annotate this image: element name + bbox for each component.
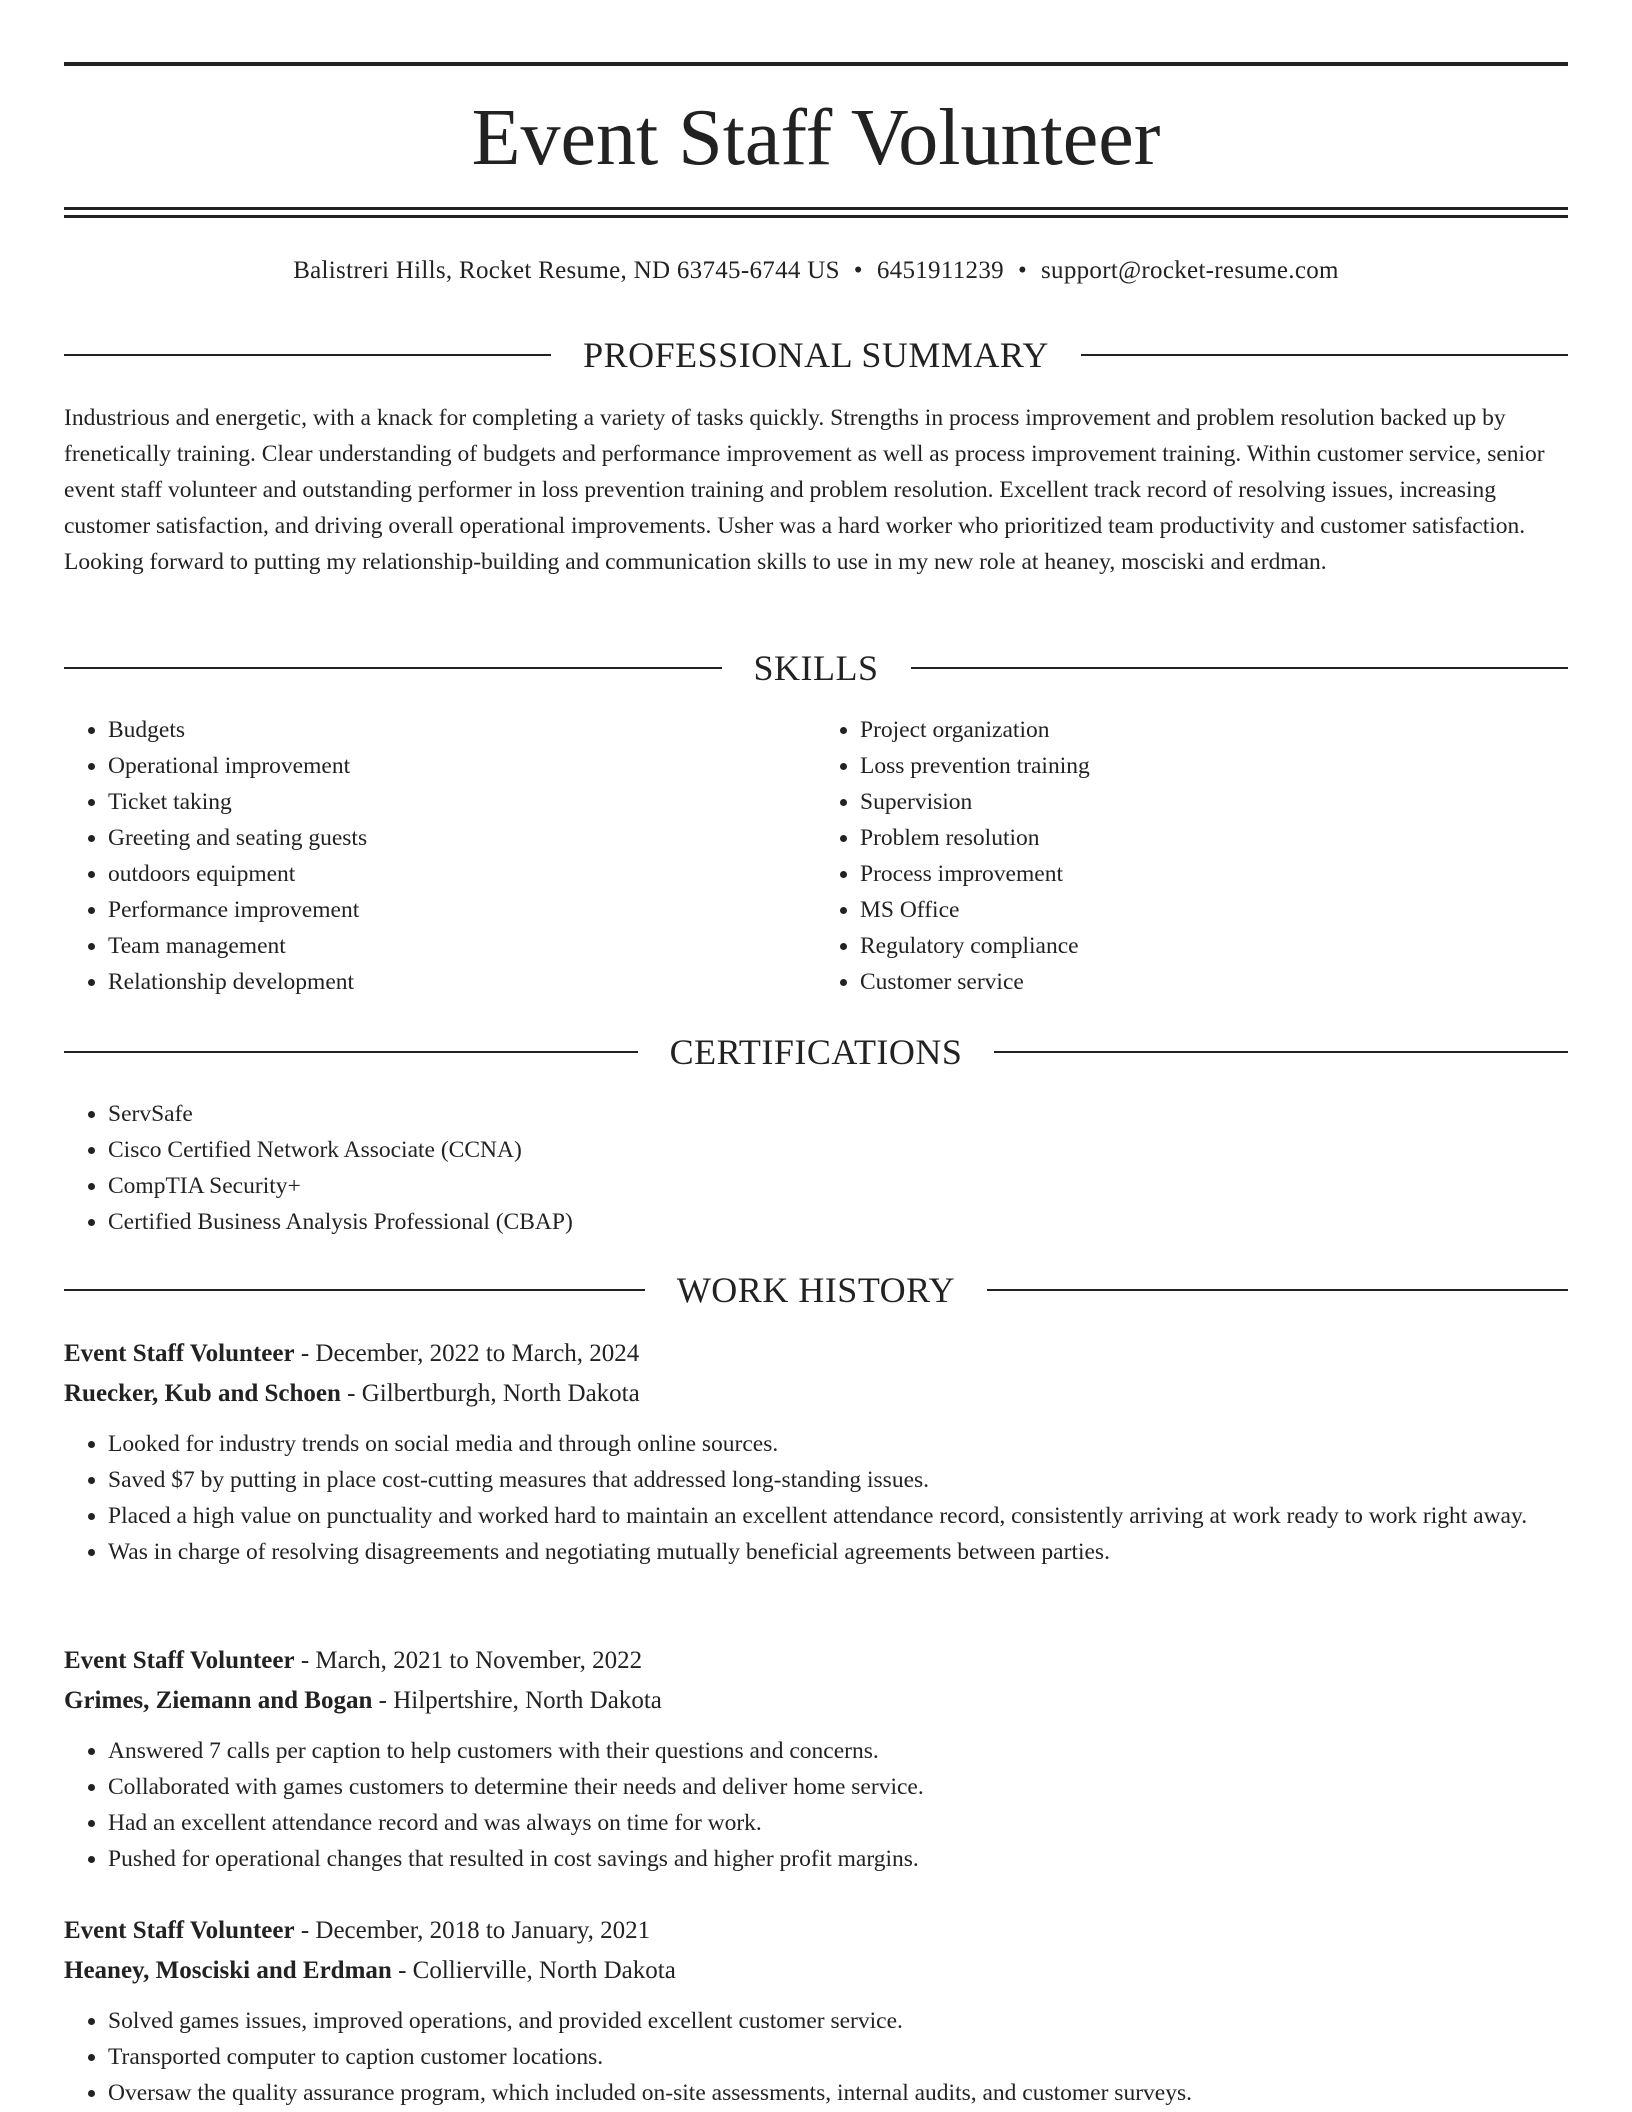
job-duties-list [64,2003,1568,2111]
job-location: - Hilpertshire, North Dakota [372,1687,662,1714]
header-bottom-rule-inner [64,215,1568,218]
job-duty: • Transported computer to caption customer locations. [108,2039,1568,2075]
skills-grid [64,712,1568,1000]
skill-item: • Relationship development [108,964,816,1000]
job-entry [64,1911,1568,2111]
job-entry [64,1334,1568,1570]
skill-item: • MS Office [860,892,1568,928]
skill-item: • outdoors equipment [108,856,816,892]
section-title: WORK HISTORY [676,1270,956,1310]
skill-item: • Budgets [108,712,816,748]
heading-rule [64,1051,638,1053]
section-title: PROFESSIONAL SUMMARY [583,335,1049,375]
skill-item: • Ticket taking [108,784,816,820]
job-duty: • Solved games issues, improved operations, and provided excellent customer service. [108,2003,1568,2039]
section-heading-certifications [64,1030,1568,1074]
contact-phone: 6451911239 [876,257,1004,284]
job-company-line [64,1681,1568,1721]
contact-address: Balistreri Hills, Rocket Resume, ND 63745-6744 US [293,257,840,284]
skill-item: • Operational improvement [108,748,816,784]
job-company: Ruecker, Kub and Schoen [64,1380,341,1407]
summary-text: Industrious and energetic, with a knack for completing a variety of tasks quickly. Strengths in process improvement and problem resolution backed up by frenetically training. Clear understanding of budgets and performance improvement as well as process improvement training. Within customer service, senior event staff volunteer and outstanding performer in loss prevention training and problem resolution. Excellent track record of resolving issues, increasing customer satisfaction, and driving overall operational improvements. Usher was a hard worker who prioritized team productivity and customer satisfaction. Looking forward to putting my relationship-building and communication skills to use in my new role at heaney, mosciski and erdman. [64,405,1545,575]
skill-item: • Supervision [860,784,1568,820]
skill-item: • Regulatory compliance [860,928,1568,964]
heading-rule [994,1051,1568,1053]
section-heading-summary [64,333,1568,377]
certifications-list [64,1096,1568,1240]
contact-separator: • [853,257,863,284]
heading-rule [1081,354,1568,356]
job-company: Grimes, Ziemann and Bogan [64,1687,373,1714]
job-company: Heaney, Mosciski and Erdman [64,1957,392,1984]
job-duty: • Pushed for operational changes that resulted in cost savings and higher profit margins. [108,1841,1568,1877]
section-heading-work-history [64,1268,1568,1312]
contact-line [64,254,1568,288]
contact-email: support@rocket-resume.com [1041,257,1339,284]
job-duty: • Had an excellent attendance record and was always on time for work. [108,1805,1568,1841]
skill-item: • Performance improvement [108,892,816,928]
job-title-line [64,1334,1568,1374]
heading-rule [64,1289,645,1291]
header-bottom-rule [64,207,1568,210]
job-role: Event Staff Volunteer [64,1647,295,1674]
skill-item: • Process improvement [860,856,1568,892]
header-top-rule [64,62,1568,66]
heading-rule [987,1289,1568,1291]
job-duty: • Collaborated with games customers to determine their needs and deliver home service. [108,1769,1568,1805]
section-title: CERTIFICATIONS [669,1032,963,1072]
skill-item: • Customer service [860,964,1568,1000]
job-title-line [64,1911,1568,1951]
job-role: Event Staff Volunteer [64,1917,295,1944]
job-duty: • Placed a high value on punctuality and worked hard to maintain an excellent attendance record, consistently arriving at work ready to work right away. [108,1498,1568,1534]
skill-item: • Project organization [860,712,1568,748]
skill-item: • Greeting and seating guests [108,820,816,856]
certification-item: • Cisco Certified Network Associate (CCNA) [108,1132,1568,1168]
job-duties-list [64,1426,1568,1570]
job-duty: • Saved $7 by putting in place cost-cutting measures that addressed long-standing issues. [108,1462,1568,1498]
job-location: - Collierville, North Dakota [391,1957,676,1984]
certification-item: • Certified Business Analysis Professional (CBAP) [108,1204,1568,1240]
job-dates: - December, 2022 to March, 2024 [294,1340,640,1367]
job-duty: • Was in charge of resolving disagreements and negotiating mutually beneficial agreements between parties. [108,1534,1568,1570]
candidate-name: Event Staff Volunteer [471,94,1161,182]
job-dates: - March, 2021 to November, 2022 [294,1647,643,1674]
contact-separator: • [1017,257,1027,284]
job-duty: • Oversaw the quality assurance program, which included on-site assessments, internal audits, and customer surveys. [108,2075,1568,2111]
job-duties-list [64,1733,1568,1877]
job-title-line [64,1641,1568,1681]
skill-item: • Loss prevention training [860,748,1568,784]
certifications-block [64,1096,1568,1240]
job-duty: • Looked for industry trends on social media and through online sources. [108,1426,1568,1462]
skill-item: • Team management [108,928,816,964]
job-role: Event Staff Volunteer [64,1340,295,1367]
heading-rule [64,667,722,669]
heading-rule [64,354,551,356]
skill-item: • Problem resolution [860,820,1568,856]
job-company-line [64,1374,1568,1414]
certification-item: • CompTIA Security+ [108,1168,1568,1204]
section-title: SKILLS [753,648,879,688]
section-heading-skills [64,646,1568,690]
job-dates: - December, 2018 to January, 2021 [294,1917,651,1944]
skills-list-right [816,712,1568,1000]
heading-rule [911,667,1569,669]
skills-list-left [64,712,816,1000]
job-entry [64,1641,1568,1877]
certification-item: • ServSafe [108,1096,1568,1132]
job-duty: • Answered 7 calls per caption to help customers with their questions and concerns. [108,1733,1568,1769]
job-location: - Gilbertburgh, North Dakota [340,1380,640,1407]
job-company-line [64,1951,1568,1991]
